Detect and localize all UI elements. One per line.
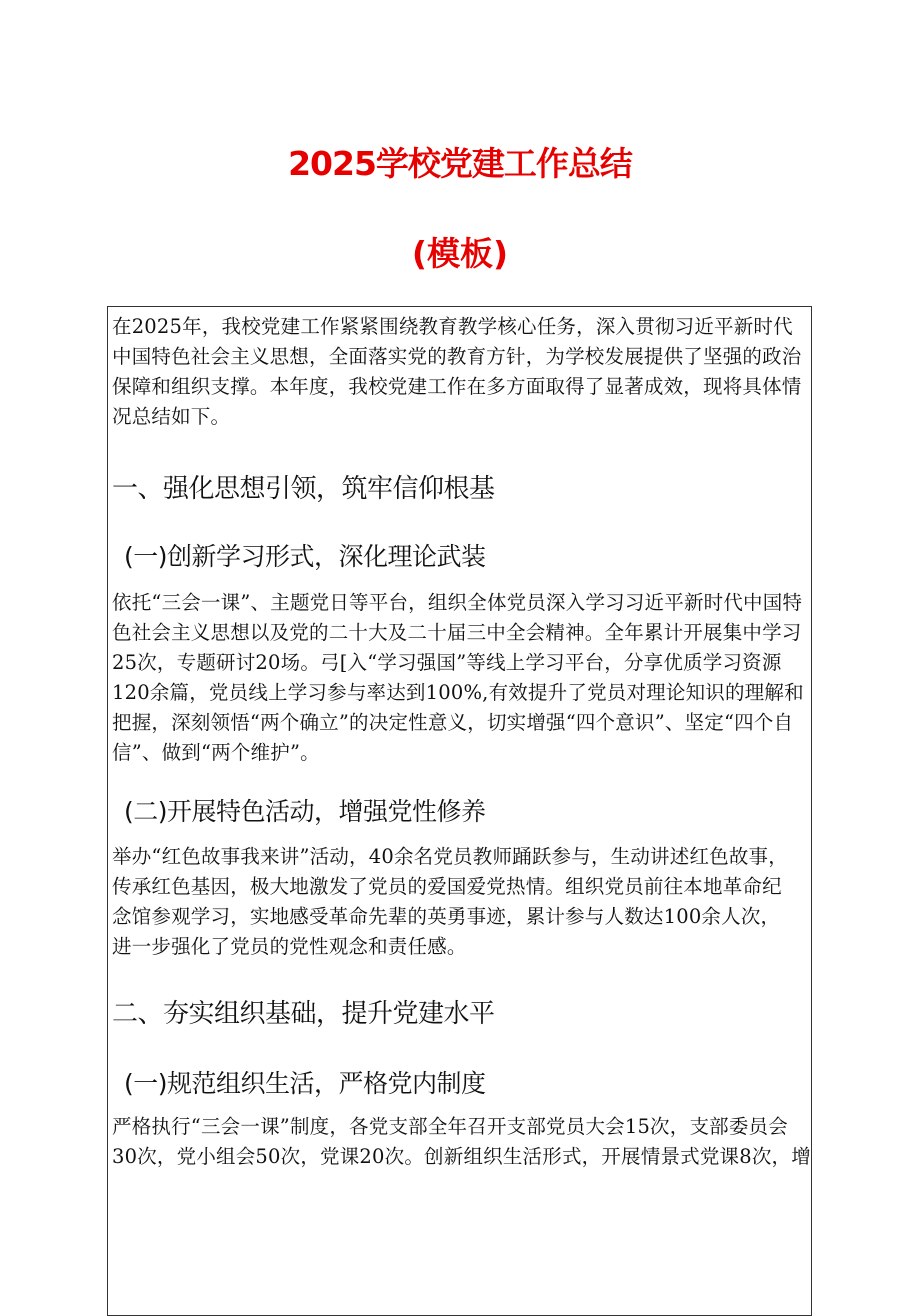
- subsection-heading-2-1: (一)规范组织生活，严格党内制度: [124, 1069, 486, 1098]
- section-heading-1: 一、强化思想引领，筑牢信仰根基: [112, 474, 495, 504]
- section-heading-2: 二、夯实组织基础，提升党建水平: [112, 999, 495, 1029]
- document-title: 2025学校党建工作总结: [288, 144, 632, 183]
- subsection-body-1-1: 依托“三会一课”、主题党日等平台，组织全体党员深入学习习近平新时代中国特色社会主义思想以及党的二十大及二十届三中全会精神。全年累计开展集中学习25次，专题研讨20场。弓[入“学习强国”等线上学习平台，分享优质学习资源120余篇，党员线上学习参与率达到100%,有效提升了党员对理论知识的理解和把握，深刻领悟“两个确立”的决定性意义，切实增强“四个意识”、坚定“四个自信”、做到“两个维护”。: [112, 591, 804, 764]
- subsection-heading-1-2: (二)开展特色活动，增强党性修养: [124, 797, 486, 826]
- document-subtitle: (模板): [411, 234, 509, 273]
- subsection-heading-1-1: (一)创新学习形式，深化理论武装: [124, 542, 486, 571]
- subsection-body-1-2: 举办“红色故事我来讲”活动，40余名党员教师踊跃参与，生动讲述红色故事，传承红色基因，极大地激发了党员的爱国爱党热情。组织党员前往本地革命纪念馆参观学习，实地感受革命先辈的英勇事迹，累计参与人数达100余人次，进一步强化了党员的党性观念和责任感。: [112, 845, 788, 958]
- intro-paragraph: 在2025年，我校党建工作紧紧围绕教育教学核心任务，深入贯彻习近平新时代中国特色社会主义思想，全面落实党的教育方针，为学校发展提供了坚强的政治保障和组织支撑。本年度，我校党建工作在多方面取得了显著成效，现将具体情况总结如下。: [112, 315, 802, 428]
- subsection-body-2-1: 严格执行“三会一课”制度，各党支部全年召开支部党员大会15次，支部委员会30次，党小组会50次，党课20次。创新组织生活形式，开展情景式党课8次，增: [112, 1115, 811, 1168]
